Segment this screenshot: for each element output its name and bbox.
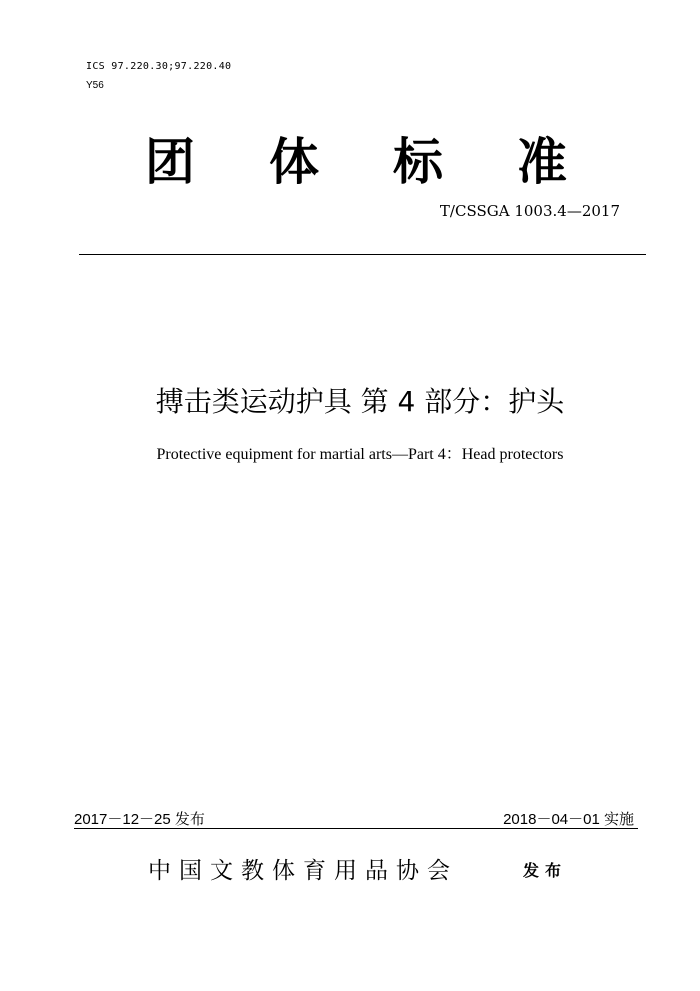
classification-code: Y56	[86, 80, 104, 91]
standard-type-char-4: 准	[517, 133, 567, 191]
title-chinese: 搏击类运动护具 第 4 部分：护头	[155, 385, 565, 418]
title-english: Protective equipment for martial arts—Part 4：Head protectors	[156, 446, 564, 463]
footer-divider	[74, 828, 638, 829]
standard-type-char-3: 标	[393, 133, 443, 191]
standard-type-char-2: 体	[269, 133, 319, 191]
header-divider	[79, 254, 646, 255]
standard-type-char-1: 团	[145, 133, 195, 191]
ics-code: ICS 97.220.30;97.220.40	[86, 61, 232, 72]
publish-label: 发布	[523, 861, 568, 880]
implementation-date: 2018－04－01 实施	[503, 811, 634, 828]
publisher-name: 中国文教体育用品协会	[148, 858, 458, 884]
publication-date: 2017－12－25 发布	[74, 811, 205, 828]
standard-number: T/CSSGA 1003.4—2017	[439, 202, 620, 220]
